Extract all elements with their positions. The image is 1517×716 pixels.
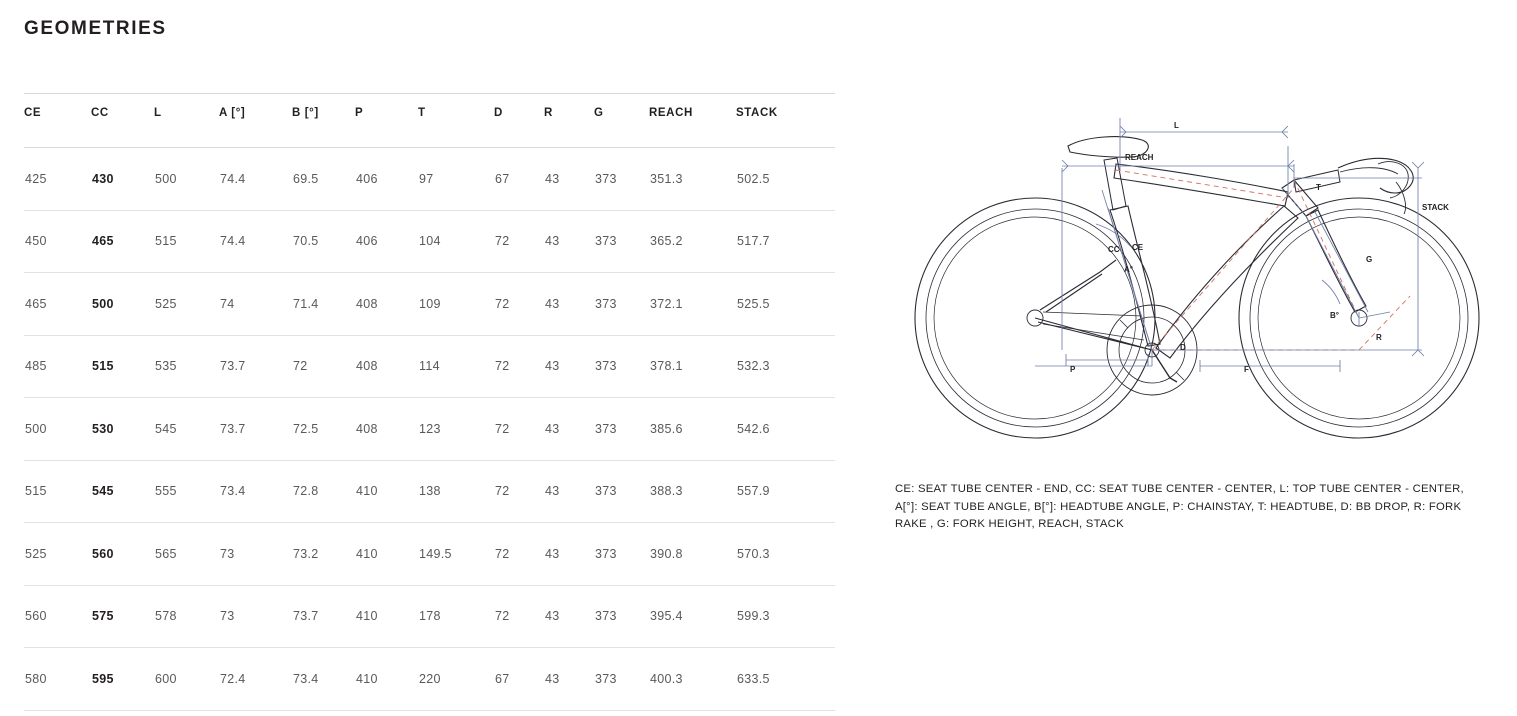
column-header-g: G [594,94,649,148]
cell-stack: 502.5 [736,148,835,211]
cell-cc: 595 [91,648,154,711]
cell-reach: 351.3 [649,148,736,211]
table-row [24,648,835,711]
cell-p: 406 [355,148,418,211]
cell-ce: 580 [24,648,91,711]
table-row [24,335,835,398]
cell-cc: 545 [91,460,154,523]
table-row [24,210,835,273]
dash-head-axis [1294,180,1359,318]
cell-g: 373 [594,648,649,711]
cell-reach: 388.3 [649,460,736,523]
cell-stack: 599.3 [736,585,835,648]
cell-stack: 557.9 [736,460,835,523]
cell-cc: 575 [91,585,154,648]
cell-cc: 560 [91,523,154,586]
cell-l: 578 [154,585,219,648]
cell-g: 373 [594,273,649,336]
cell-stack: 517.7 [736,210,835,273]
cell-b: 70.5 [292,210,355,273]
cell-reach: 400.3 [649,648,736,711]
cell-l: 545 [154,398,219,461]
cell-t: 149.5 [418,523,494,586]
seatstay [1040,260,1116,310]
cell-reach: 390.8 [649,523,736,586]
cell-ce: 450 [24,210,91,273]
cell-d: 72 [494,460,544,523]
bike-outline [915,137,1479,438]
column-header-l: L [154,94,219,148]
cell-cc: 500 [91,273,154,336]
table-header [24,94,835,148]
cell-cc: 530 [91,398,154,461]
cell-b: 73.4 [292,648,355,711]
cell-a: 73.4 [219,460,292,523]
cell-cc: 430 [91,148,154,211]
cell-l: 565 [154,523,219,586]
cell-reach: 372.1 [649,273,736,336]
cell-a: 73 [219,585,292,648]
cell-p: 408 [355,335,418,398]
cell-d: 67 [494,148,544,211]
bike-geometry-diagram [870,60,1517,460]
cell-reach: 378.1 [649,335,736,398]
cell-p: 406 [355,210,418,273]
cell-ce: 560 [24,585,91,648]
b-angle-arc [1322,280,1340,304]
label-b: B° [1330,311,1339,320]
handlebar-drop [1338,158,1413,193]
column-header-reach: REACH [649,94,736,148]
cell-t: 220 [418,648,494,711]
column-header-stack: STACK [736,94,835,148]
geometry-diagram-panel [860,0,1517,716]
cell-t: 114 [418,335,494,398]
page-title: GEOMETRIES [24,18,167,39]
table-row [24,398,835,461]
cell-r: 43 [544,335,594,398]
cell-stack: 542.6 [736,398,835,461]
cell-t: 178 [418,585,494,648]
cell-a: 74.4 [219,148,292,211]
cell-ce: 425 [24,148,91,211]
cell-t: 104 [418,210,494,273]
cell-l: 500 [154,148,219,211]
dash-top-tube-axis [1116,170,1288,198]
cell-r: 43 [544,273,594,336]
table-row [24,585,835,648]
label-d: D [1180,343,1186,352]
cell-l: 535 [154,335,219,398]
table-body [24,148,835,711]
r-dimension [1359,312,1390,326]
g-dimension [1306,212,1368,318]
diagram-legend: CE: SEAT TUBE CENTER - END, CC: SEAT TUBE CENTER - CENTER, L: TOP TUBE CENTER - CENTER, A[°]: SEAT TUBE ANGLE, B[°]: HEADTUBE ANGLE, P: CHAINSTAY, T: HEADTUBE, D: BB DROP, R: FORK RAKE , G: FORK HEIGHT, REACH, STACK [895,483,1464,530]
label-r: R [1376,333,1382,342]
label-p: P [1070,365,1076,374]
column-header-cc: CC [91,94,154,148]
cell-reach: 395.4 [649,585,736,648]
cell-cc: 515 [91,335,154,398]
column-header-d: D [494,94,544,148]
cell-d: 72 [494,585,544,648]
cell-r: 43 [544,648,594,711]
cell-b: 72 [292,335,355,398]
cell-d: 72 [494,273,544,336]
cell-l: 555 [154,460,219,523]
cell-reach: 365.2 [649,210,736,273]
table-row [24,148,835,211]
cell-p: 410 [355,523,418,586]
cell-cc: 465 [91,210,154,273]
cell-l: 600 [154,648,219,711]
label-t: T [1316,183,1321,192]
label-a: A° [1124,265,1133,274]
cell-r: 43 [544,210,594,273]
cell-d: 72 [494,523,544,586]
cell-l: 525 [154,273,219,336]
column-header-p: P [355,94,418,148]
label-g: G [1366,255,1373,264]
cell-p: 410 [355,648,418,711]
table-row [24,273,835,336]
down-tube [1156,206,1298,358]
handlebar-top [1340,168,1398,174]
cell-d: 72 [494,398,544,461]
cell-t: 109 [418,273,494,336]
label-l: L [1174,121,1179,130]
cell-g: 373 [594,210,649,273]
column-header-ce: CE [24,94,91,148]
brake-lever [1396,182,1406,214]
cell-a: 73 [219,523,292,586]
cell-g: 373 [594,460,649,523]
cell-p: 408 [355,398,418,461]
cell-a: 74 [219,273,292,336]
cell-ce: 485 [24,335,91,398]
cell-reach: 385.6 [649,398,736,461]
cell-g: 373 [594,148,649,211]
crank-arm [1152,350,1177,382]
cell-g: 373 [594,335,649,398]
d-helper [1035,350,1152,366]
cell-d: 67 [494,648,544,711]
cell-stack: 633.5 [736,648,835,711]
cell-t: 123 [418,398,494,461]
cell-r: 43 [544,585,594,648]
reach-extensions [1062,164,1294,350]
cell-ce: 465 [24,273,91,336]
cell-g: 373 [594,398,649,461]
column-header-r: R [544,94,594,148]
cell-r: 43 [544,148,594,211]
cell-b: 73.2 [292,523,355,586]
cell-d: 72 [494,335,544,398]
cell-b: 72.5 [292,398,355,461]
cell-d: 72 [494,210,544,273]
column-header-t: T [418,94,494,148]
cell-stack: 570.3 [736,523,835,586]
label-ce: CE [1132,243,1144,252]
cell-b: 71.4 [292,273,355,336]
cell-a: 73.7 [219,335,292,398]
table-row [24,523,835,586]
cell-g: 373 [594,523,649,586]
cell-stack: 525.5 [736,273,835,336]
cell-ce: 515 [24,460,91,523]
label-f: F [1244,365,1249,374]
cell-b: 72.8 [292,460,355,523]
cell-a: 74.4 [219,210,292,273]
dash-down-tube-axis [1152,188,1294,350]
cell-r: 43 [544,398,594,461]
cell-ce: 500 [24,398,91,461]
cell-g: 373 [594,585,649,648]
cell-b: 69.5 [292,148,355,211]
cell-t: 97 [418,148,494,211]
cell-a: 72.4 [219,648,292,711]
cell-p: 410 [355,460,418,523]
cell-l: 515 [154,210,219,273]
cell-stack: 532.3 [736,335,835,398]
cell-r: 43 [544,523,594,586]
dash-fork-axis [1359,296,1410,350]
label-cc: CC [1108,245,1120,254]
label-reach: REACH [1125,153,1154,162]
seat-tube [1110,206,1160,346]
column-header-a: A [°] [219,94,292,148]
cell-b: 73.7 [292,585,355,648]
label-stack: STACK [1422,203,1449,212]
column-header-b: B [°] [292,94,355,148]
table-header-row [24,94,835,148]
cell-r: 43 [544,460,594,523]
cell-p: 410 [355,585,418,648]
cell-a: 73.7 [219,398,292,461]
f-dimension [1200,360,1340,372]
cell-t: 138 [418,460,494,523]
geometry-table [24,93,835,711]
table-row [24,460,835,523]
top-tube [1114,164,1288,206]
cell-ce: 525 [24,523,91,586]
cell-p: 408 [355,273,418,336]
